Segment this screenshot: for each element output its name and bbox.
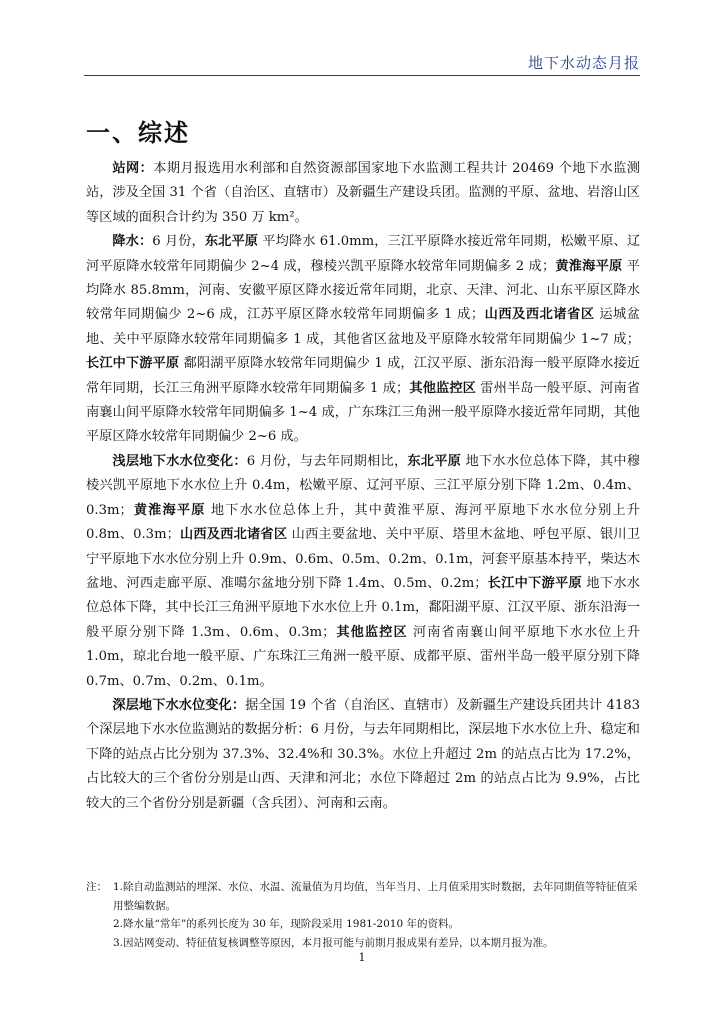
- text-segment: 平均降水 85.8mm，河南、安徽平原区降水接近常年同期，北京、天津、河北、山东平原区降水较常年同期偏少 2~6 成，江苏平原区降水较常年同期偏多 1 成；: [86, 258, 640, 323]
- footnote-1: [86, 878, 646, 915]
- region-name: 长江中下游平原: [487, 575, 582, 591]
- region-name: 黄淮海平原: [132, 502, 206, 518]
- region-name: 东北平原: [204, 234, 259, 250]
- page-number: 1: [358, 951, 366, 964]
- body-text: [86, 157, 640, 816]
- section-title: 一、综述: [86, 119, 190, 147]
- paragraph-deep-groundwater: [86, 694, 640, 816]
- text-segment: 雷州半岛一般平原、河南省南襄山间平原降水较常年同期偏多 1~4 成，广东珠江三角洲一般平原降水接近常年同期，其他平原区降水较常年同期偏少 2~6 成。: [86, 380, 641, 445]
- text-segment: 地下水水位总体上升，其中黄淮平原、海河平原地下水水位分别上升 0.8m、0.3m；: [86, 502, 640, 543]
- footnote-text: 1.除自动监测站的埋深、水位、水温、流量值为月均值，当年当月、上月值采用实时数据，去年同期值等特征值采用整编数据。: [113, 881, 638, 912]
- text-segment: 地下水水位总体下降，其中长江三角洲平原地下水水位上升 0.1m，鄱阳湖平原、江汉平原、浙东沿海一般平原分别下降 1.3m、0.6m、0.3m；: [86, 575, 640, 640]
- region-name: 黄淮海平原: [555, 258, 623, 274]
- footnote-3: 3.因站网变动、特征值复核调整等原因，本月报可能与前期月报成果有差异，以本期月报为准。: [113, 936, 554, 949]
- text-station-network: 本期月报选用水利部和自然资源部国家地下水监测工程共计 20469 个地下水监测站，涉及全国 31 个省（自治区、直辖市）及新疆生产建设兵团。监测的平原、盆地、岩溶山区等区域的面积合计约为 350 万 km²。: [86, 161, 640, 225]
- text-segment: 平均降水 61.0mm，三江平原降水接近常年同期，松嫩平原、辽河平原降水较常年同期偏少 2~4 成，穆棱兴凯平原降水较常年同期偏多 2 成；: [86, 234, 641, 274]
- text-segment: 鄱阳湖平原降水较常年同期偏少 1 成，江汉平原、浙东沿海一般平原降水接近常年同期，长江三角洲平原降水较常年同期偏多 1 成；: [86, 356, 640, 396]
- region-name: 其他监控区: [335, 624, 408, 640]
- label-deep-groundwater: 深层地下水水位变化：: [112, 697, 246, 713]
- region-name: 东北平原: [407, 453, 462, 469]
- label-shallow-groundwater: 浅层地下水水位变化：: [112, 453, 247, 469]
- text-segment: 6 月份，: [152, 234, 205, 250]
- footnotes: [86, 878, 646, 952]
- paragraph-station-network: [86, 157, 640, 230]
- region-name: 山西及西北诸省区: [484, 307, 595, 323]
- label-precipitation: 降水：: [112, 234, 153, 250]
- region-name: 其他监控区: [409, 380, 476, 396]
- text-segment: 6 月份，与去年同期相比，: [246, 453, 408, 469]
- footnote-label: 注：: [86, 881, 107, 893]
- text-segment: 河南省南襄山间平原地下水水位上升 1.0m，琼北台地一般平原、广东珠江三角洲一般平原、成都平原、雷州半岛一般平原分别下降 0.7m、0.7m、0.2m、0.1m。: [86, 624, 641, 689]
- paragraph-shallow-groundwater: [86, 450, 640, 694]
- text-segment: 地下水水位总体下降，其中穆棱兴凯平原地下水水位上升 0.4m，松嫩平原、辽河平原、三江平原分别下降 1.2m、0.4m、0.3m；: [86, 453, 640, 518]
- header-divider: [84, 75, 640, 76]
- region-name: 山西及西北诸省区: [179, 527, 288, 543]
- paragraph-precipitation: [86, 230, 640, 450]
- label-station-network: 站网：: [112, 161, 154, 176]
- text-segment: 山西主要盆地、关中平原、塔里木盆地、呼包平原、银川卫宁平原地下水水位分别上升 0.9m、0.6m、0.5m、0.2m、0.1m，河套平原基本持平，柴达木盆地、河西走廊平原、准噶尔盆地分别下降 1.4m、0.5m、0.2m；: [86, 527, 641, 591]
- text-deep-groundwater: 据全国 19 个省（自治区、直辖市）及新疆生产建设兵团共计 4183 个深层地下水水位监测站的数据分析：6 月份，与去年同期相比，深层地下水水位上升、稳定和下降的站点占比分别为 37.3%、32.4%和 30.3%。水位上升超过 2m 的站点占比为 17.2%，占比较大的三个省份分别是山西、天津和河北；水位下降超过 2m 的站点占比为 9.9%，占比较大的三个省份分别是新疆（含兵团）、河南和云南。: [86, 697, 640, 811]
- header-title: 地下水动态月报: [527, 54, 640, 72]
- footnote-2: 2.降水量“常年”的系列长度为 30 年，现阶段采用 1981-2010 年的资料。: [113, 918, 459, 930]
- text-segment: 运城盆地、关中平原降水较常年同期偏多 1 成，其他省区盆地及平原降水较常年同期偏少 1~7 成；: [86, 307, 640, 347]
- region-name: 长江中下游平原: [86, 356, 180, 372]
